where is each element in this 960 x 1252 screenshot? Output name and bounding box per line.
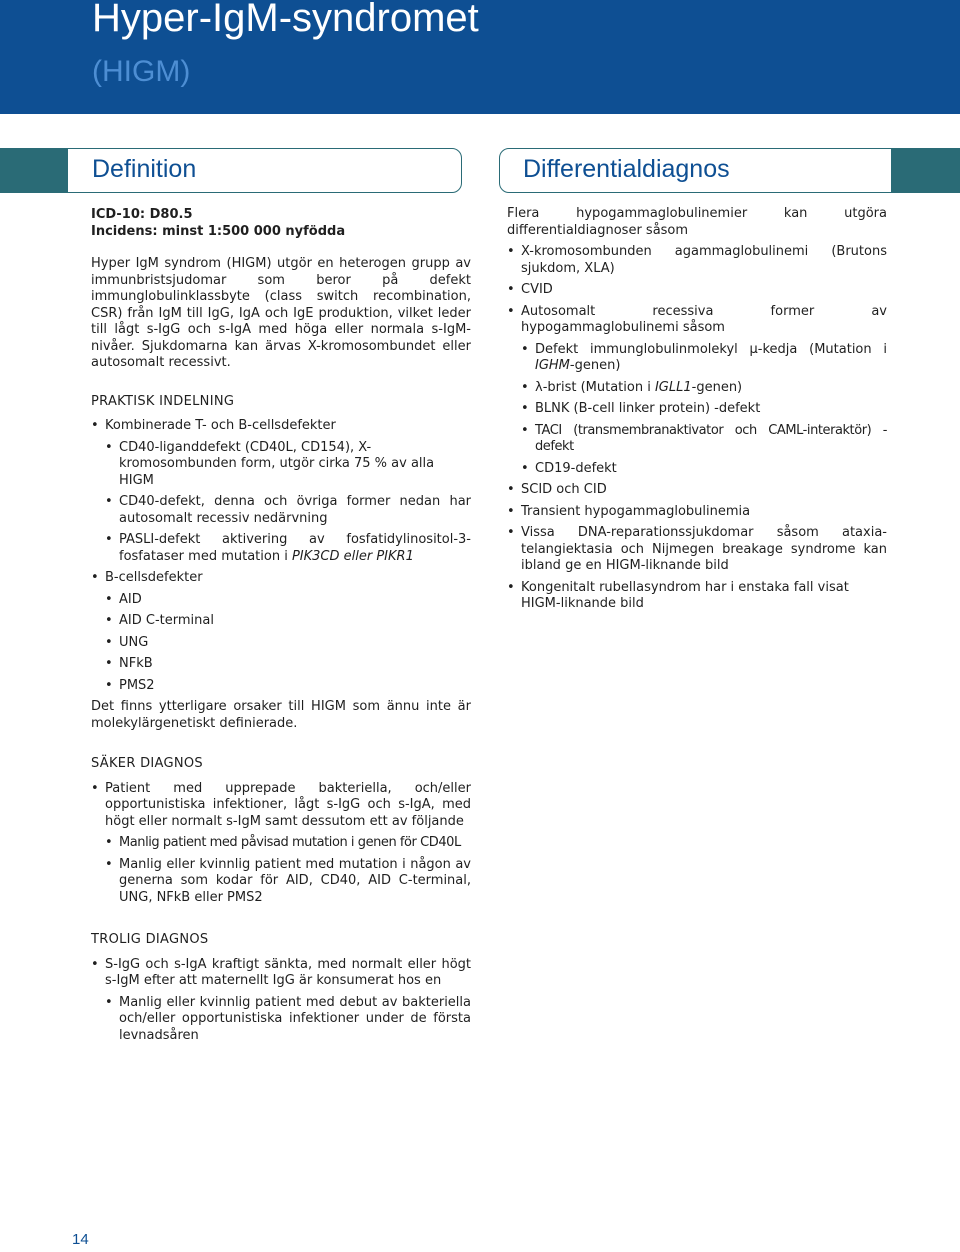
title-banner — [0, 0, 960, 114]
saker-list — [91, 781, 471, 907]
differential-list — [507, 244, 887, 613]
list-item-text: λ-brist (Mutation i — [535, 379, 655, 395]
definition-heading-bar — [0, 148, 462, 193]
heading-accent — [0, 148, 68, 193]
gene-name: IGLL1 — [654, 379, 692, 395]
list-item: • TACI (transmembranaktivator och CAML-interaktör) -defekt — [521, 423, 887, 456]
list-item — [91, 570, 471, 694]
list-item: • Transient hypogammaglobulinemia — [507, 504, 887, 521]
list-item-text: Autosomalt recessiva former av hypogammaglobulinemi såsom — [521, 303, 887, 335]
list-item-text: S-IgG och s-IgA kraftigt sänkta, med normalt eller högt s-IgM efter att maternellt IgG är konsumerat hos en — [105, 956, 471, 988]
list-item-text: -genen) — [569, 358, 621, 373]
list-item: • Vissa DNA-reparationssjukdomar såsom ataxia-telangiektasia och Nijmegen breakage syndrome kan ibland ge en HIGM-liknande bild — [507, 525, 887, 575]
icd-code: ICD-10: D80.5 — [91, 207, 193, 222]
differential-heading-bar — [499, 148, 960, 193]
saker-heading: SÄKER DIAGNOS — [91, 756, 203, 771]
list-item: • Manlig patient med påvisad mutation i genen för CD40L — [105, 835, 471, 852]
list-item — [91, 781, 471, 907]
list-item: • CVID — [507, 282, 887, 299]
list-item — [507, 304, 887, 478]
incidence: Incidens: minst 1:500 000 nyfödda — [91, 223, 346, 239]
differential-heading: Differentialdiagnos — [523, 155, 730, 183]
list-item: • AID — [105, 592, 471, 609]
list-item: • BLNK (B-cell linker protein) -defekt — [521, 401, 887, 418]
list-item-text: B-cellsdefekter — [105, 570, 203, 585]
list-item: • CD40-defekt, denna och övriga former nedan har autosomalt recessiv nedärvning — [105, 494, 471, 527]
list-item-text: Patient med upprepade bakteriella, och/eller opportunistiska infektioner, lågt s-IgG och s-IgA, med högt eller normalt s-IgM samt dessutom ett av följande — [105, 780, 471, 829]
list-item: • Manlig eller kvinnlig patient med mutation i någon av generna som kodar för AID, CD40, AID C-terminal, UNG, NFkB eller PMS2 — [105, 857, 471, 907]
list-item: • X-kromosombunden agammaglobulinemi (Brutons sjukdom, XLA) — [507, 244, 887, 277]
list-item: • NFkB — [105, 656, 471, 673]
closing-paragraph: Det finns ytterligare orsaker till HIGM som ännu inte är molekylärgenetiskt definierade. — [91, 699, 471, 731]
page-number: 14 — [72, 1231, 89, 1248]
list-item — [521, 342, 887, 375]
list-item: • SCID och CID — [507, 482, 887, 499]
page-subtitle: (HIGM) — [92, 55, 191, 88]
sublist — [521, 342, 887, 478]
heading-accent — [892, 148, 960, 193]
definition-column — [91, 207, 471, 1044]
list-item: • Kongenitalt rubellasyndrom har i enstaka fall visat HIGM-liknande bild — [507, 580, 887, 613]
list-item-text: Defekt immunglobulinmolekyl µ-kedja (Mutation i — [535, 341, 887, 357]
differential-intro: Flera hypogammaglobulinemier kan utgöra differentialdiagnoser såsom — [507, 206, 887, 238]
definition-heading: Definition — [92, 155, 197, 183]
gene-name: IGHM — [535, 358, 570, 373]
list-item — [91, 957, 471, 1045]
list-item-text: PASLI-defekt aktivering av fosfatidylinositol-3-fosfataser med mutation i — [119, 532, 471, 564]
list-item-text: -genen) — [691, 379, 743, 395]
sublist — [105, 440, 471, 566]
trolig-heading: TROLIG DIAGNOS — [91, 932, 209, 947]
list-item — [521, 380, 887, 397]
differential-column — [507, 206, 887, 613]
list-item — [91, 418, 471, 565]
praktisk-list — [91, 418, 471, 694]
list-item: • CD40-liganddefekt (CD40L, CD154), X-kromosombunden form, utgör cirka 75 % av alla HIGM — [105, 440, 471, 490]
gene-name: PIK3CD eller PIKR1 — [291, 548, 414, 564]
sublist — [105, 835, 471, 906]
trolig-list — [91, 957, 471, 1045]
praktisk-heading: PRAKTISK INDELNING — [91, 393, 235, 409]
definition-paragraph: Hyper IgM syndrom (HIGM) utgör en heterogen grupp av immunbristsjudomar som beror på defekt immunglobulinklassbyte (class switch recombination, CSR) från IgM till IgG, IgA och IgE produktion, vilket leder till lågt s-IgG och s-IgA med höga eller normala s-IgM-nivåer. Sjukdomarna kan ärvas X-kromosombundet eller autosomalt recessivt. — [91, 256, 471, 370]
sublist — [105, 995, 471, 1045]
list-item-text: Kombinerade T- och B-cellsdefekter — [105, 418, 336, 433]
list-item: • PMS2 — [105, 678, 471, 695]
list-item: • UNG — [105, 635, 471, 652]
list-item — [105, 532, 471, 565]
sublist — [105, 592, 471, 695]
list-item: • AID C-terminal — [105, 613, 471, 630]
page-title: Hyper-IgM-syndromet — [92, 0, 479, 40]
list-item: • Manlig eller kvinnlig patient med debut av bakteriella och/eller opportunistiska infektioner under de första levnadsåren — [105, 995, 471, 1045]
list-item: • CD19-defekt — [521, 461, 887, 478]
